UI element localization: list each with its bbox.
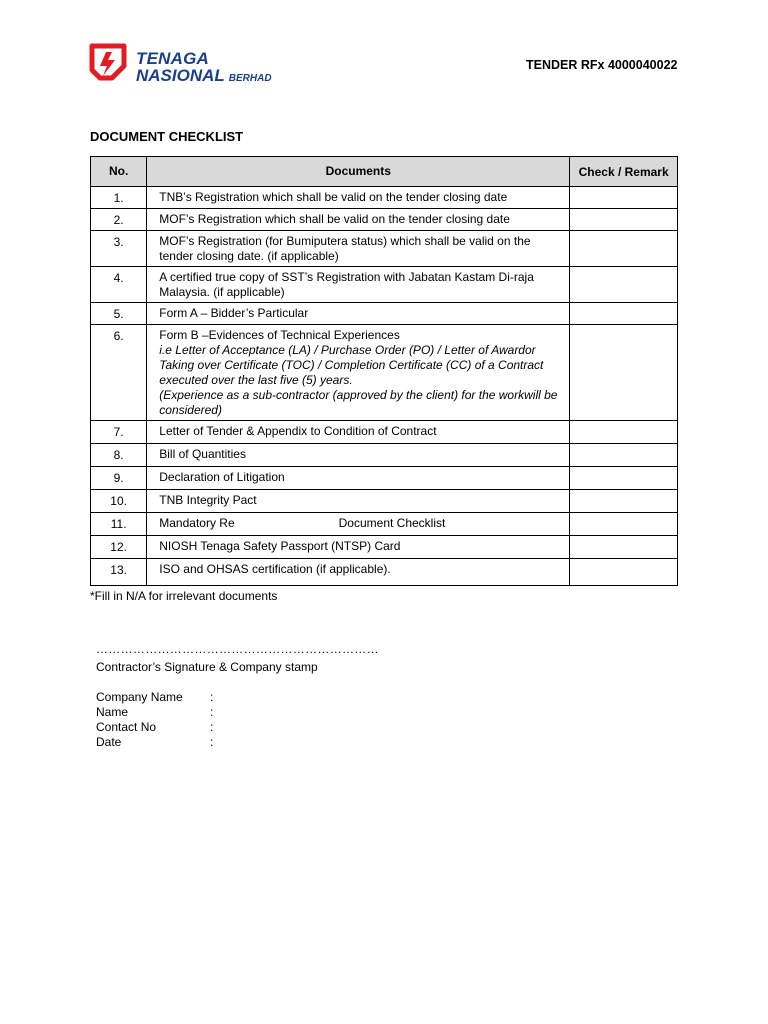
- table-row: [91, 421, 678, 444]
- table-row: [91, 467, 678, 490]
- signature-line[interactable]: ……………………………………………………………: [96, 642, 379, 656]
- field-company-name[interactable]: [96, 690, 296, 704]
- tender-reference: TENDER RFx 4000040022: [526, 58, 678, 72]
- tnb-logo-icon: [86, 40, 132, 86]
- row-number: 11.: [91, 513, 147, 536]
- row-document-main: Form B –Evidences of Technical Experiences: [159, 328, 400, 342]
- row-number: 9.: [91, 467, 147, 490]
- row-number: 12.: [91, 536, 147, 559]
- table-row: [91, 490, 678, 513]
- field-date[interactable]: [96, 735, 296, 749]
- row-document: TNB Integrity Pact: [147, 490, 570, 513]
- row-check-cell[interactable]: [570, 421, 678, 444]
- row-document: Letter of Tender & Appendix to Condition of Contract: [147, 421, 570, 444]
- row-check-cell[interactable]: [570, 467, 678, 490]
- row-document: TNB’s Registration which shall be valid on the tender closing date: [147, 187, 570, 209]
- field-label: Contact No: [96, 720, 157, 734]
- row-number: 8.: [91, 444, 147, 467]
- row-document: A certified true copy of SST’s Registration with Jabatan Kastam Di-raja Malaysia. (if applicable): [147, 267, 570, 303]
- logo-text-nasional: [136, 67, 272, 87]
- row-number: 6.: [91, 325, 147, 421]
- table-row: [91, 267, 678, 303]
- row-number: 2.: [91, 209, 147, 231]
- signature-label: Contractor’s Signature & Company stamp: [96, 660, 318, 674]
- page-title: DOCUMENT CHECKLIST: [90, 129, 244, 144]
- field-label: Date: [96, 735, 122, 749]
- field-contact-no[interactable]: [96, 720, 296, 734]
- field-colon: :: [210, 690, 214, 704]
- table-header-row: [91, 157, 678, 187]
- header-documents: Documents: [147, 157, 570, 187]
- row-document: [147, 513, 570, 536]
- header-check-remark: Check / Remark: [570, 157, 678, 187]
- row-check-cell[interactable]: [570, 490, 678, 513]
- table-row: [91, 303, 678, 325]
- field-name[interactable]: [96, 705, 296, 719]
- header-no: No.: [91, 157, 147, 187]
- row-check-cell[interactable]: [570, 267, 678, 303]
- table-row: [91, 187, 678, 209]
- row-document: Declaration of Litigation: [147, 467, 570, 490]
- row-document-suffix: Document Checklist: [338, 516, 446, 530]
- row-number: 13.: [91, 559, 147, 586]
- row-number: 1.: [91, 187, 147, 209]
- row-document-text: Mandatory Re: [159, 516, 235, 530]
- row-document: ISO and OHSAS certification (if applicable).: [147, 559, 570, 586]
- table-row: [91, 209, 678, 231]
- table-row: [91, 444, 678, 467]
- row-check-cell[interactable]: [570, 444, 678, 467]
- table-row: [91, 536, 678, 559]
- field-colon: :: [210, 720, 214, 734]
- logo-text-berhad: BERHAD: [228, 73, 272, 84]
- field-label: Company Name: [96, 690, 183, 704]
- logo-text-tenaga: TENAGA: [136, 49, 209, 68]
- row-document-detail: i.e Letter of Acceptance (LA) / Purchase Order (PO) / Letter of Awardor Taking over Certificate (TOC) / Completion Certificate (CC) of a Contract executed over the last five (5) years.: [159, 343, 544, 387]
- row-check-cell[interactable]: [570, 303, 678, 325]
- row-check-cell[interactable]: [570, 231, 678, 267]
- field-colon: :: [210, 735, 214, 749]
- row-number: 5.: [91, 303, 147, 325]
- row-number: 10.: [91, 490, 147, 513]
- row-check-cell[interactable]: [570, 325, 678, 421]
- table-row: [91, 513, 678, 536]
- row-document: [147, 325, 570, 421]
- row-check-cell[interactable]: [570, 209, 678, 231]
- field-colon: :: [210, 705, 214, 719]
- row-document: MOF’s Registration (for Bumiputera status) which shall be valid on the tender closing date. (if applicable): [147, 231, 570, 267]
- row-check-cell[interactable]: [570, 513, 678, 536]
- row-check-cell[interactable]: [570, 187, 678, 209]
- document-checklist-table: [90, 156, 678, 586]
- row-document: Bill of Quantities: [147, 444, 570, 467]
- row-number: 4.: [91, 267, 147, 303]
- row-document: Form A – Bidder’s Particular: [147, 303, 570, 325]
- table-row: [91, 325, 678, 421]
- field-label: Name: [96, 705, 129, 719]
- row-document: NIOSH Tenaga Safety Passport (NTSP) Card: [147, 536, 570, 559]
- table-row: [91, 231, 678, 267]
- row-check-cell[interactable]: [570, 536, 678, 559]
- row-document-note: (Experience as a sub-contractor (approved by the client) for the workwill be considered): [159, 388, 558, 417]
- footnote: *Fill in N/A for irrelevant documents: [90, 589, 278, 603]
- row-document: MOF’s Registration which shall be valid on the tender closing date: [147, 209, 570, 231]
- row-number: 7.: [91, 421, 147, 444]
- logo-text-nasional-word: NASIONAL: [136, 66, 225, 85]
- table-row: [91, 559, 678, 586]
- row-number: 3.: [91, 231, 147, 267]
- row-check-cell[interactable]: [570, 559, 678, 586]
- company-logo: [86, 40, 286, 90]
